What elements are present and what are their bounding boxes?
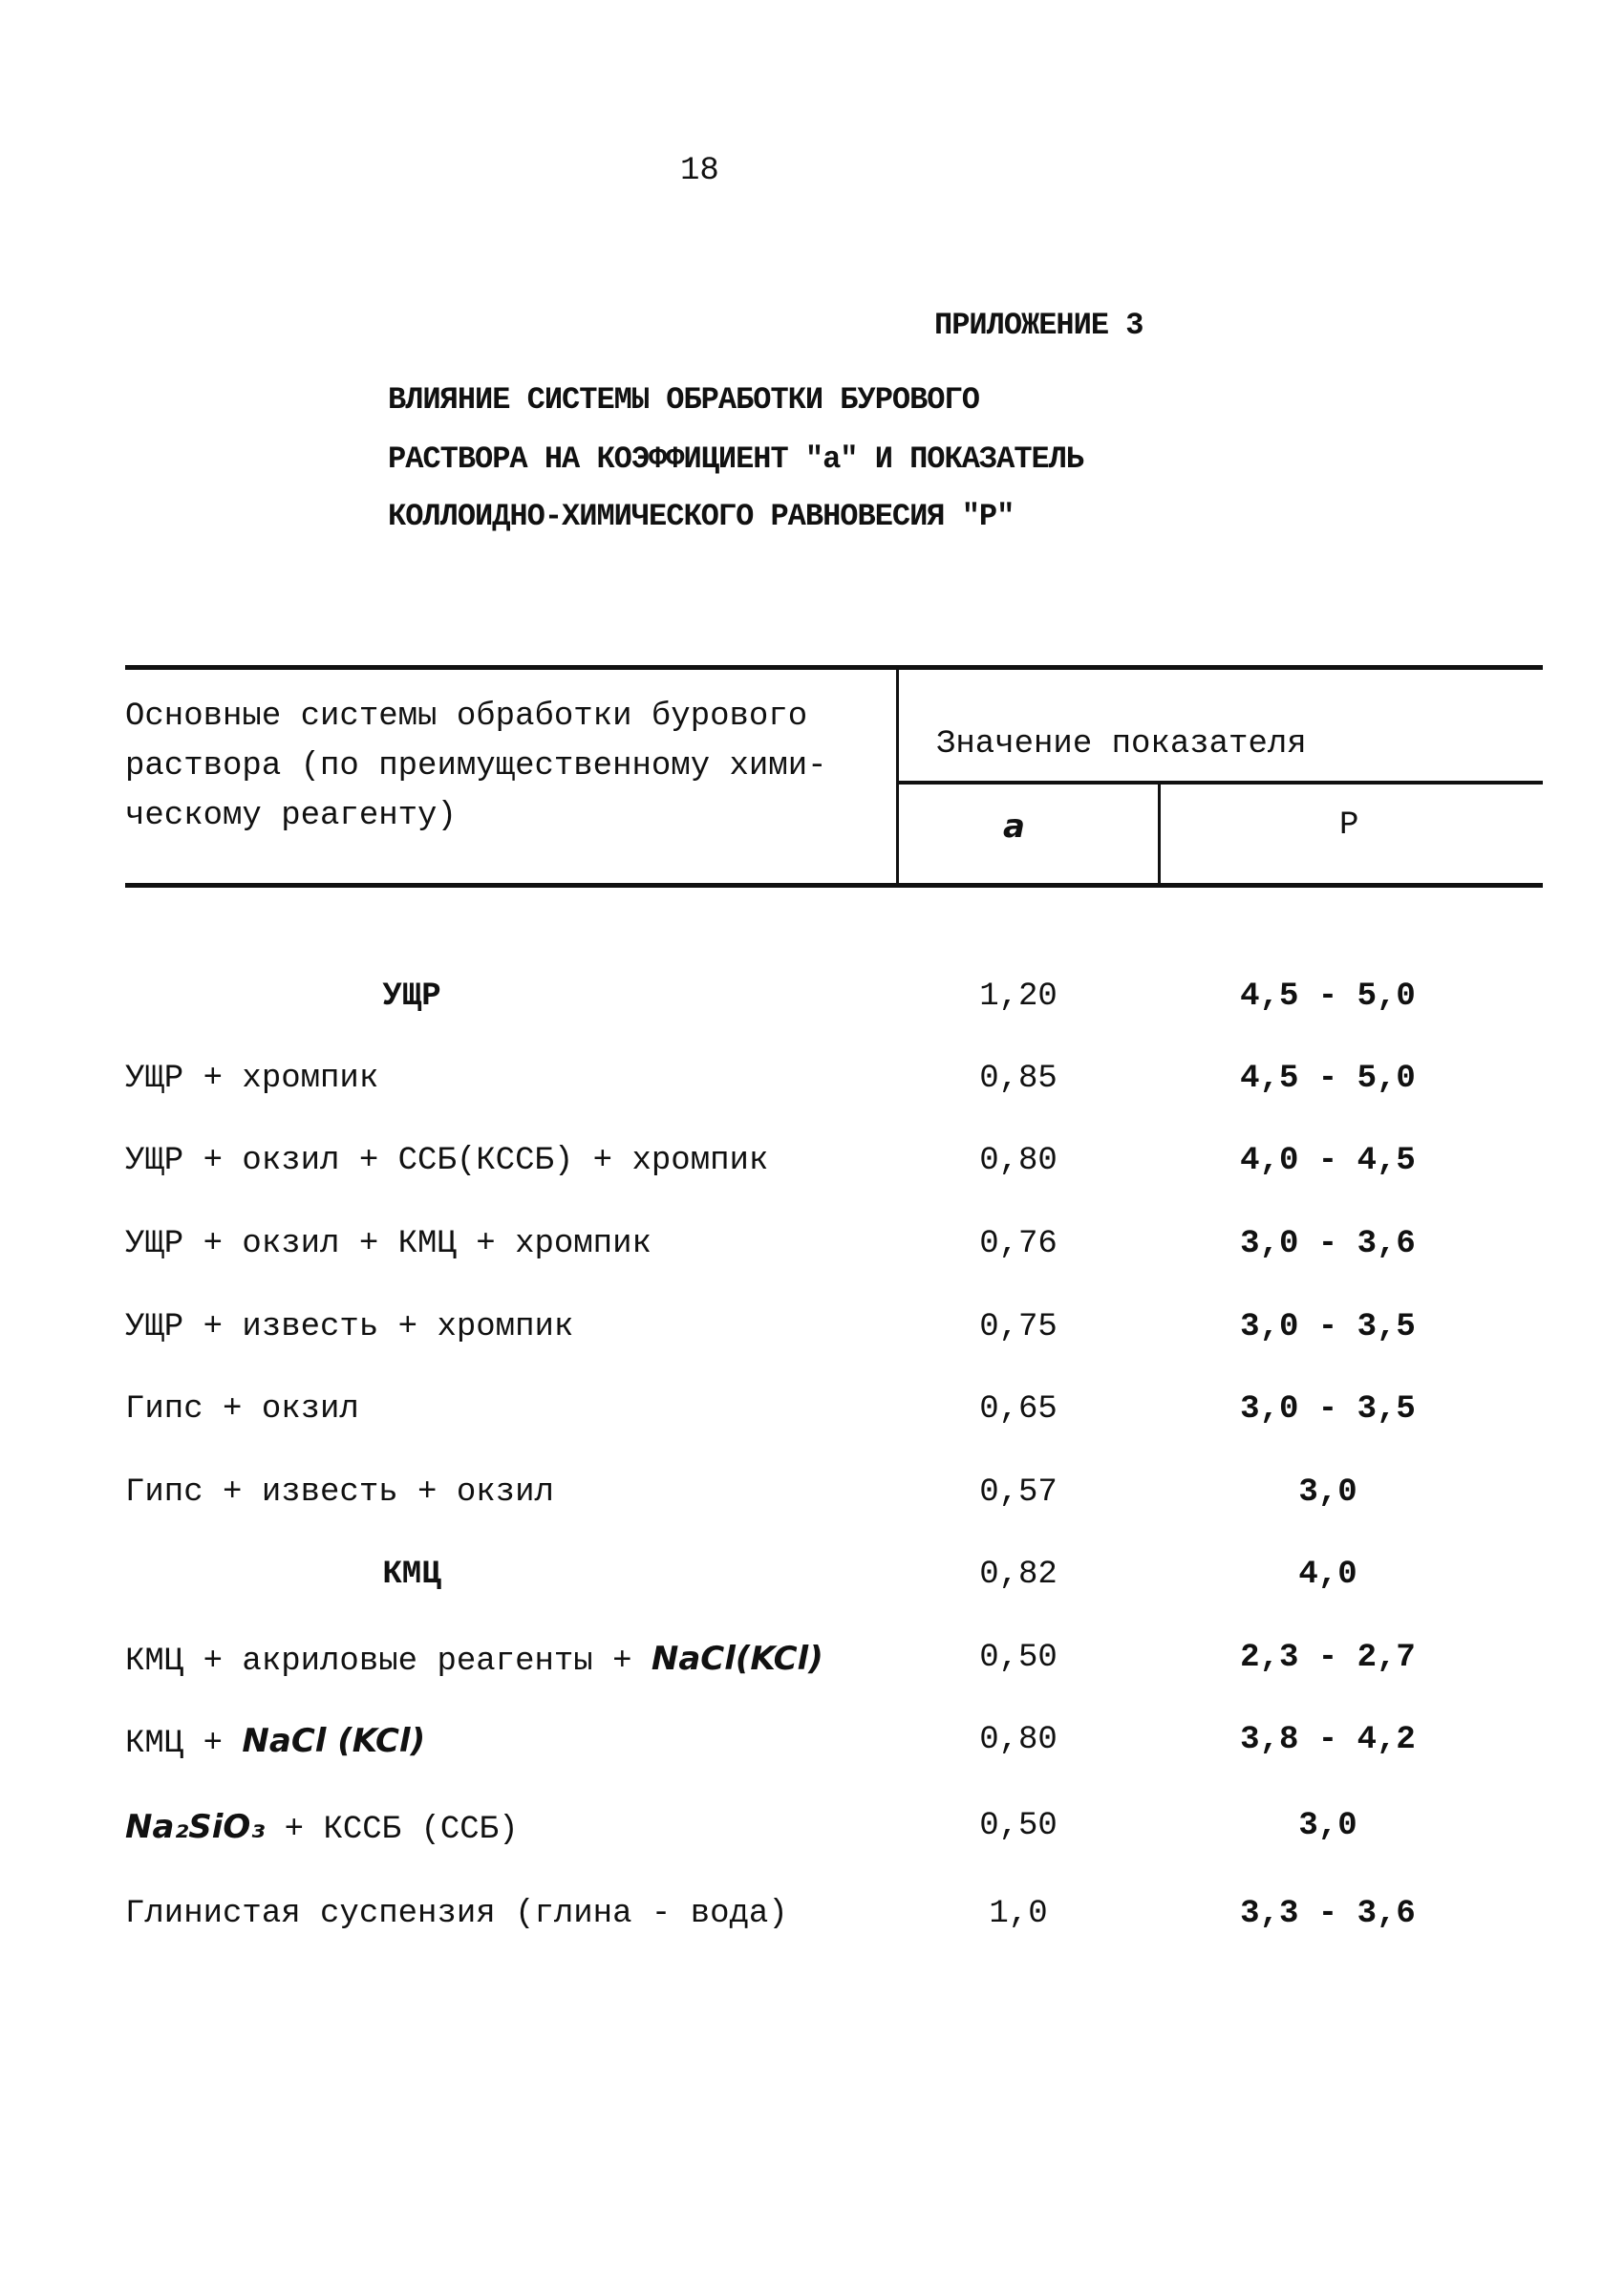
row-value-a: 0,85 xyxy=(979,1061,1058,1097)
row-value-p: 2,3 - 2,7 xyxy=(1240,1640,1416,1676)
row-system xyxy=(125,1896,788,1932)
header-col-a: a xyxy=(1003,807,1025,846)
row-value-a: 0,76 xyxy=(979,1226,1058,1262)
row-chem-formula: NaCl (KCl) xyxy=(242,1722,426,1760)
header-col-p: P xyxy=(1339,807,1359,844)
row-chem-formula: Na₂SiO₃ xyxy=(125,1808,266,1846)
row-value-p: 3,0 - 3,5 xyxy=(1240,1391,1416,1428)
row-system xyxy=(125,1474,554,1511)
table-header-bottom-rule xyxy=(125,883,1543,888)
row-value-p: 4,0 - 4,5 xyxy=(1240,1143,1416,1179)
table-row xyxy=(0,1474,1624,1532)
row-value-a: 1,0 xyxy=(989,1896,1048,1932)
row-value-p: 3,8 - 4,2 xyxy=(1240,1722,1416,1758)
table-row xyxy=(0,1896,1624,1953)
row-value-p: 4,5 - 5,0 xyxy=(1240,978,1416,1015)
row-system xyxy=(125,1557,698,1593)
table-header-divider xyxy=(896,667,899,886)
row-value-p: 4,5 - 5,0 xyxy=(1240,1061,1416,1097)
row-value-p: 3,0 xyxy=(1298,1808,1357,1844)
row-value-a: 0,80 xyxy=(979,1722,1058,1758)
row-value-a: 0,82 xyxy=(979,1557,1058,1593)
row-value-a: 0,80 xyxy=(979,1143,1058,1179)
row-system-text: КМЦ + акриловые реагенты + xyxy=(125,1644,652,1680)
header-group: Значение показателя xyxy=(936,726,1307,763)
row-system-text: Глинистая суспензия (глина - вода) xyxy=(125,1896,788,1932)
row-system-text: УЩР + окзил + ССБ(КССБ) + хромпик xyxy=(125,1143,769,1179)
row-value-a: 0,50 xyxy=(979,1640,1058,1676)
row-system xyxy=(125,978,698,1015)
table-subheader-rule xyxy=(896,781,1543,785)
row-system xyxy=(125,1722,425,1762)
table-row xyxy=(0,1808,1624,1865)
row-value-p: 3,0 xyxy=(1298,1474,1357,1511)
row-system-text: УЩР + окзил + КМЦ + хромпик xyxy=(125,1226,652,1262)
appendix-label: ПРИЛОЖЕНИЕ 3 xyxy=(934,308,1143,343)
table-row xyxy=(0,1226,1624,1283)
row-system xyxy=(125,1808,518,1848)
row-value-p: 3,0 - 3,5 xyxy=(1240,1309,1416,1345)
row-value-p: 3,3 - 3,6 xyxy=(1240,1896,1416,1932)
row-system-text: Гипс + известь + окзил xyxy=(125,1474,554,1511)
row-value-a: 0,57 xyxy=(979,1474,1058,1511)
row-value-a: 0,50 xyxy=(979,1808,1058,1844)
table-col-divider xyxy=(1158,783,1161,886)
table-row xyxy=(0,1309,1624,1366)
header-left-line-1: Основные системы обработки бурового xyxy=(125,699,808,735)
row-value-a: 1,20 xyxy=(979,978,1058,1015)
table-row xyxy=(0,1391,1624,1449)
row-system-text: + КССБ (ССБ) xyxy=(265,1812,519,1848)
table-top-rule xyxy=(125,665,1543,670)
table-row xyxy=(0,1640,1624,1697)
table-row xyxy=(0,1557,1624,1614)
row-system-text: УЩР + известь + хромпик xyxy=(125,1309,574,1345)
row-system-text: КМЦ xyxy=(382,1557,441,1593)
row-chem-formula: NaCl(KCl) xyxy=(651,1640,823,1678)
row-system xyxy=(125,1391,359,1428)
row-system-text: Гипс + окзил xyxy=(125,1391,359,1428)
title-line-2: РАСТВОРА НА КОЭФФИЦИЕНТ "a" И ПОКАЗАТЕЛЬ xyxy=(388,441,1084,477)
table-row xyxy=(0,1722,1624,1779)
header-left-line-3: ческому реагенту) xyxy=(125,798,457,834)
table-row xyxy=(0,1143,1624,1200)
row-system-text: УЩР xyxy=(382,978,441,1015)
row-system-text: КМЦ + xyxy=(125,1726,243,1762)
row-value-p: 4,0 xyxy=(1298,1557,1357,1593)
row-system xyxy=(125,1061,378,1097)
table-row xyxy=(0,978,1624,1036)
page-number: 18 xyxy=(680,153,719,189)
row-value-p: 3,0 - 3,6 xyxy=(1240,1226,1416,1262)
table-row xyxy=(0,1061,1624,1118)
row-system xyxy=(125,1309,573,1345)
header-left-line-2: раствора (по преимущественному хими- xyxy=(125,748,827,785)
row-value-a: 0,75 xyxy=(979,1309,1058,1345)
title-line-1: ВЛИЯНИЕ СИСТЕМЫ ОБРАБОТКИ БУРОВОГО xyxy=(388,382,979,418)
title-line-3: КОЛЛОИДНО-ХИМИЧЕСКОГО РАВНОВЕСИЯ "P" xyxy=(388,499,1015,534)
row-system xyxy=(125,1226,652,1262)
row-system xyxy=(125,1143,768,1179)
row-system-text: УЩР + хромпик xyxy=(125,1061,379,1097)
row-value-a: 0,65 xyxy=(979,1391,1058,1428)
row-system xyxy=(125,1640,823,1680)
